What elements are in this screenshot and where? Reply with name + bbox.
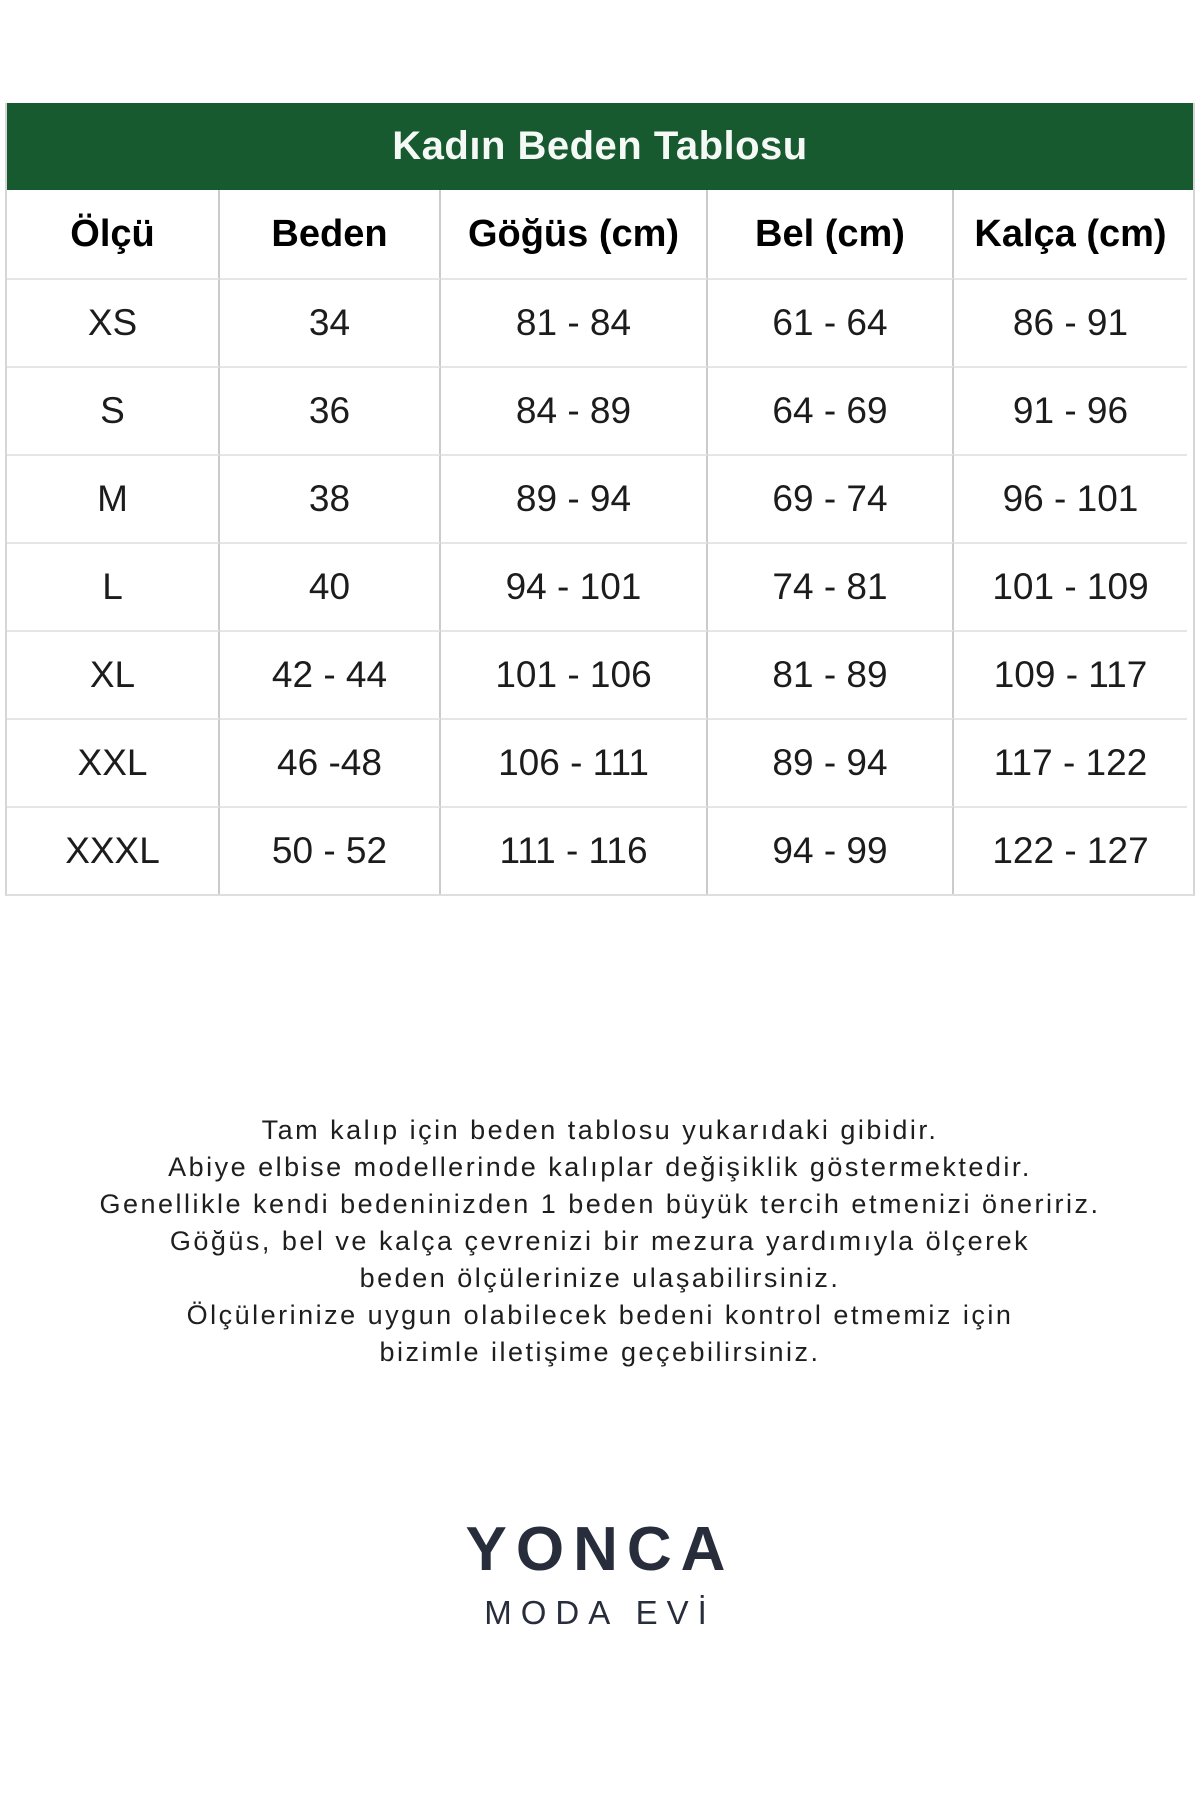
column-header-bel: Bel (cm) [708, 190, 954, 278]
note-line: beden ölçülerinize ulaşabilirsiniz. [359, 1263, 841, 1293]
table-cell: 122 - 127 [954, 806, 1187, 894]
brand-tagline: MODA EVİ [484, 1594, 716, 1631]
size-label-cell: XXL [7, 718, 220, 806]
brand-logo [0, 1514, 1200, 1632]
table-cell: 50 - 52 [220, 806, 441, 894]
note-line: Ölçülerinize uygun olabilecek bedeni kontrol etmemiz için [186, 1300, 1014, 1330]
table-cell: 96 - 101 [954, 454, 1187, 542]
table-cell: 61 - 64 [708, 278, 954, 366]
table-cell: 109 - 117 [954, 630, 1187, 718]
table-cell: 40 [220, 542, 441, 630]
column-header-kalca: Kalça (cm) [974, 212, 1167, 255]
size-label-cell: M [7, 454, 220, 542]
table-cell: 106 - 111 [441, 718, 708, 806]
table-cell: 94 - 99 [708, 806, 954, 894]
column-header-gogus: Göğüs (cm) [441, 190, 708, 278]
table-cell: 81 - 84 [441, 278, 708, 366]
table-cell: 111 - 116 [441, 806, 708, 894]
table-cell: 89 - 94 [708, 718, 954, 806]
note-line: bizimle iletişime geçebilirsiniz. [379, 1337, 821, 1367]
table-grid [7, 190, 1193, 894]
table-cell: 94 - 101 [441, 542, 708, 630]
size-label-cell: XS [7, 278, 220, 366]
table-cell: 81 - 89 [708, 630, 954, 718]
size-label-cell: XL [7, 630, 220, 718]
table-cell: 46 -48 [220, 718, 441, 806]
table-cell: 64 - 69 [708, 366, 954, 454]
note-line: Genellikle kendi bedeninizden 1 beden büyük tercih etmenizi öneririz. [99, 1189, 1101, 1219]
size-label-cell: L [7, 542, 220, 630]
size-notes [0, 1112, 1200, 1371]
table-cell: 89 - 94 [441, 454, 708, 542]
table-cell: 36 [220, 366, 441, 454]
brand-name: YONCA [465, 1515, 735, 1584]
table-cell: 91 - 96 [954, 366, 1187, 454]
size-table [5, 103, 1195, 896]
table-cell: 101 - 109 [954, 542, 1187, 630]
size-label-cell: S [7, 366, 220, 454]
table-cell: 42 - 44 [220, 630, 441, 718]
column-header-olcu: Ölçü [7, 190, 220, 278]
table-cell: 38 [220, 454, 441, 542]
table-cell: 69 - 74 [708, 454, 954, 542]
table-cell: 117 - 122 [954, 718, 1187, 806]
table-cell: 34 [220, 278, 441, 366]
table-cell: 86 - 91 [954, 278, 1187, 366]
note-line: Tam kalıp için beden tablosu yukarıdaki gibidir. [261, 1115, 939, 1145]
table-cell: 84 - 89 [441, 366, 708, 454]
table-cell: 101 - 106 [441, 630, 708, 718]
note-line: Abiye elbise modellerinde kalıplar değişiklik göstermektedir. [168, 1152, 1032, 1182]
column-header-beden: Beden [220, 190, 441, 278]
size-label-cell: XXXL [7, 806, 220, 894]
table-title: Kadın Beden Tablosu [7, 103, 1193, 190]
note-line: Göğüs, bel ve kalça çevrenizi bir mezura yardımıyla ölçerek [169, 1226, 1031, 1256]
table-cell: 74 - 81 [708, 542, 954, 630]
